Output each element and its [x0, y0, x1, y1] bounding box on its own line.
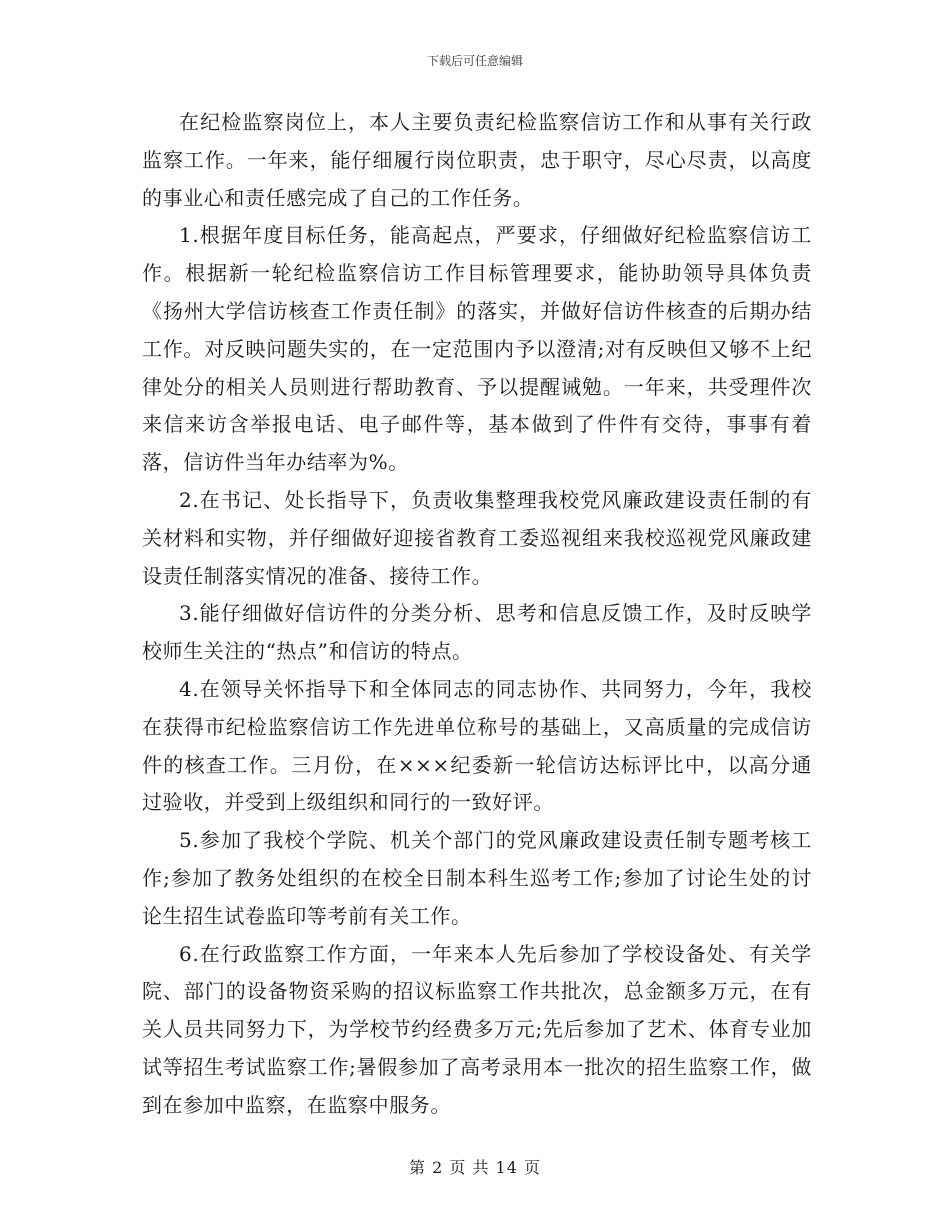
- page-header-note: 下载后可任意编辑: [426, 54, 523, 68]
- paragraph-item-2: 2.在书记、处长指导下，负责收集整理我校党风廉政建设责任制的有关材料和实物，并仔细做好迎接省教育工委巡视组来我校巡视党风廉政建设责任制落实情况的准备、接待工作。: [142, 487, 812, 588]
- paragraph-intro: 在纪检监察岗位上，本人主要负责纪检监察信访工作和从事有关行政监察工作。一年来，能仔细履行岗位职责，忠于职守，尽心尽责，以高度的事业心和责任感完成了自己的工作任务。: [142, 110, 812, 210]
- paragraph-item-5: 5.参加了我校个学院、机关个部门的党风廉政建设责任制专题考核工作;参加了教务处组织的在校全日制本科生巡考工作;参加了讨论生处的讨论生招生试卷监印等考前有关工作。: [142, 828, 812, 928]
- paragraph-item-4: 4.在领导关怀指导下和全体同志的同志协作、共同努力，今年，我校在获得市纪检监察信访工作先进单位称号的基础上，又高质量的完成信访件的核查工作。三月份，在×××纪委新一轮信访达标评比中，以高分通过验收，并受到上级组织和同行的一致好评。: [142, 676, 812, 815]
- paragraph-item-1: 1.根据年度目标任务，能高起点，严要求，仔细做好纪检监察信访工作。根据新一轮纪检监察信访工作目标管理要求，能协助领导具体负责《扬州大学信访核查工作责任制》的落实，并做好信访件核查的后期办结工作。对反映问题失实的，在一定范围内予以澄清;对有反映但又够不上纪律处分的相关人员则进行帮助教育、予以提醒诫勉。一年来，共受理件次来信来访含举报电话、电子邮件等，基本做到了件件有交待，事事有着落，信访件当年办结率为%。: [142, 223, 812, 475]
- paragraph-item-6: 6.在行政监察工作方面，一年来本人先后参加了学校设备处、有关学院、部门的设备物资采购的招议标监察工作共批次，总金额多万元，在有关人员共同努力下，为学校节约经费多万元;先后参加了艺术、体育专业加试等招生考试监察工作;暑假参加了高考录用本一批次的招生监察工作，做到在参加中监察，在监察中服务。: [142, 941, 812, 1117]
- page-number: 第 2 页 共 14 页: [409, 1158, 541, 1177]
- document-body: [142, 104, 812, 1125]
- paragraph-item-3: 3.能仔细做好信访件的分类分析、思考和信息反馈工作，及时反映学校师生关注的“热点”和信访的特点。: [142, 601, 812, 664]
